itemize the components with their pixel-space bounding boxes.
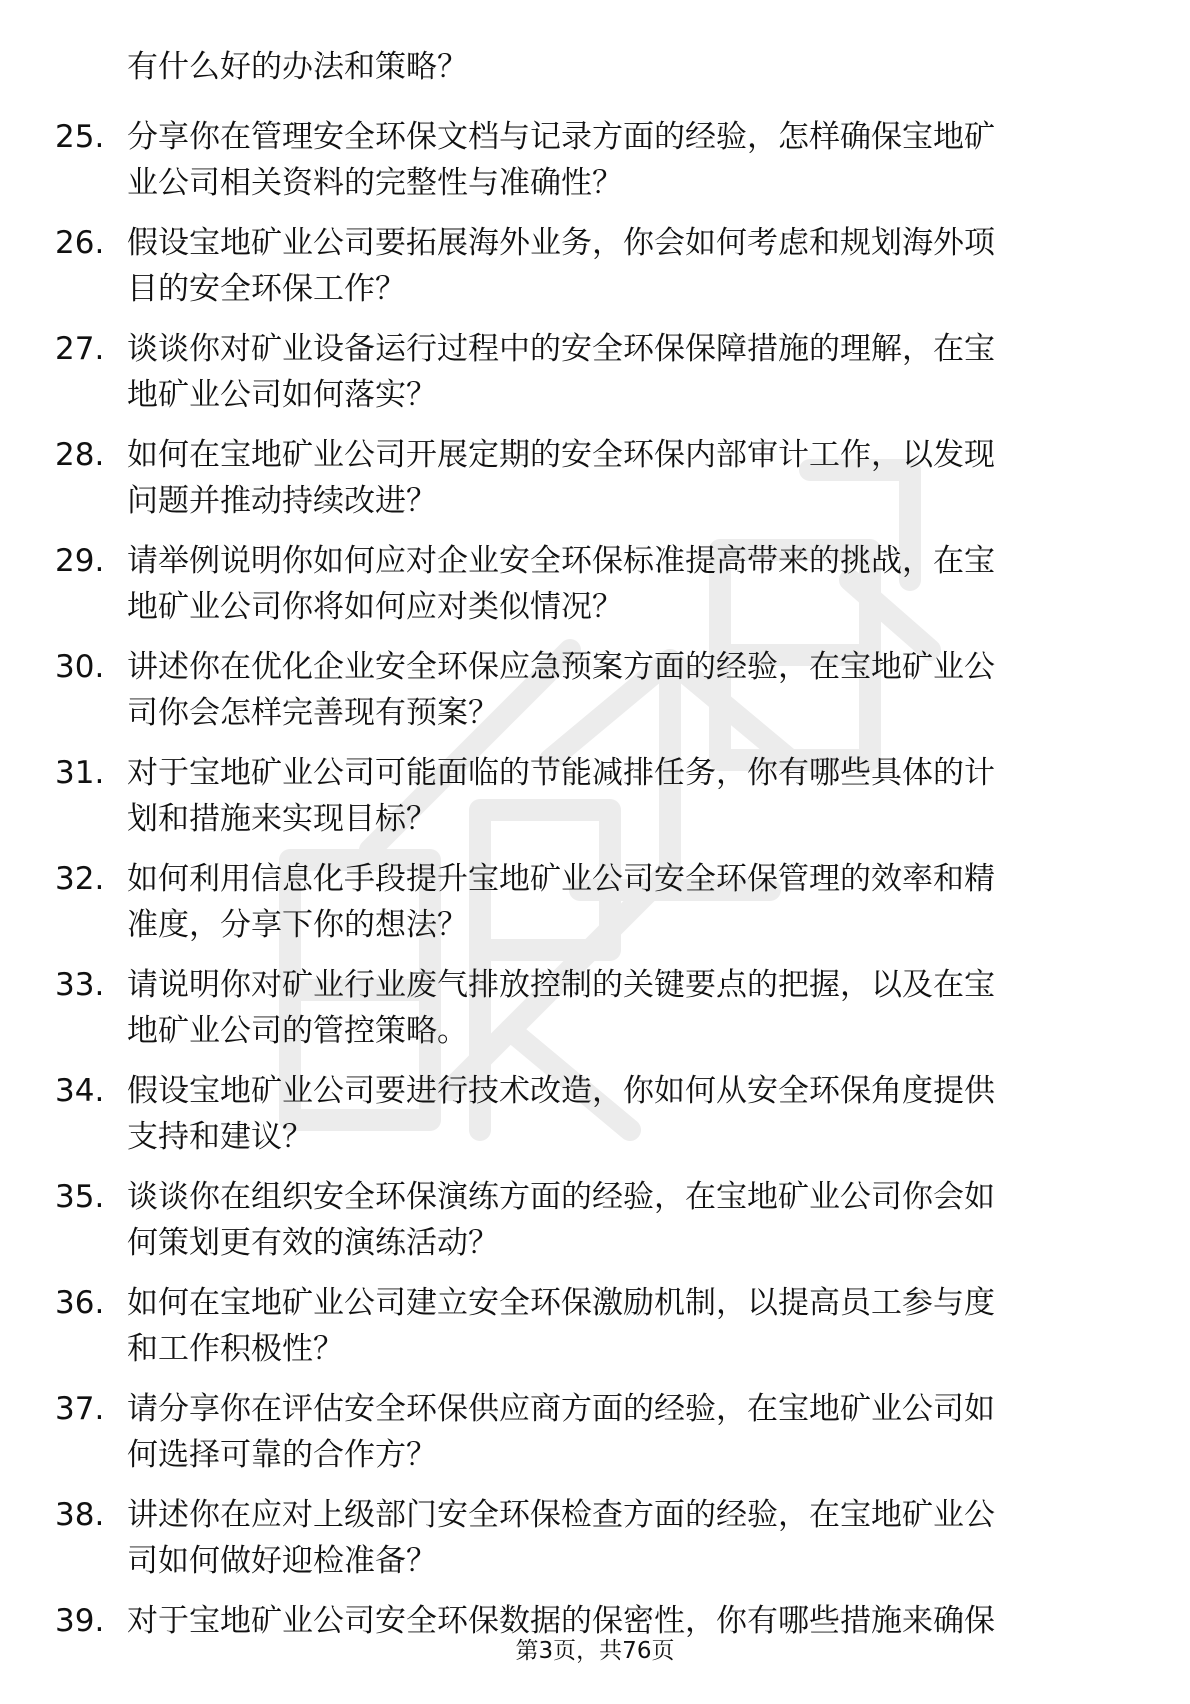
- question-list: [0, 114, 1190, 1704]
- question-item-27: [0, 326, 1190, 432]
- question-item-33: [0, 962, 1190, 1068]
- question-number: 34.: [55, 1073, 105, 1109]
- question-line-1: 讲述你在优化企业安全环保应急预案方面的经验，在宝地矿业公: [127, 649, 995, 685]
- question-line-1: 对于宝地矿业公司安全环保数据的保密性，你有哪些措施来确保: [127, 1603, 995, 1639]
- question-line-1: 分享你在管理安全环保文档与记录方面的经验，怎样确保宝地矿: [127, 119, 995, 155]
- question-line-1: 如何在宝地矿业公司建立安全环保激励机制，以提高员工参与度: [127, 1285, 995, 1321]
- question-text: [127, 962, 1127, 1054]
- question-item-34: [0, 1068, 1190, 1174]
- question-line-2: 地矿业公司的管控策略。: [127, 1013, 468, 1049]
- question-line-2: 司你会怎样完善现有预案？: [127, 695, 499, 731]
- question-text: [127, 750, 1127, 842]
- question-number: 30.: [55, 649, 105, 685]
- question-line-2: 划和措施来实现目标？: [127, 801, 437, 837]
- question-line-2: 司如何做好迎检准备？: [127, 1543, 437, 1579]
- question-text: [127, 220, 1127, 312]
- question-text: [127, 1068, 1127, 1160]
- question-line-2: 准度，分享下你的想法？: [127, 907, 468, 943]
- question-line-1: 请举例说明你如何应对企业安全环保标准提高带来的挑战，在宝: [127, 543, 995, 579]
- question-number: 31.: [55, 755, 105, 791]
- question-text: [127, 644, 1127, 736]
- question-text: [127, 856, 1127, 948]
- question-line-1: 对于宝地矿业公司可能面临的节能减排任务，你有哪些具体的计: [127, 755, 995, 791]
- question-item-36: [0, 1280, 1190, 1386]
- question-line-1: 讲述你在应对上级部门安全环保检查方面的经验，在宝地矿业公: [127, 1497, 995, 1533]
- question-item-32: [0, 856, 1190, 962]
- question-item-29: [0, 538, 1190, 644]
- question-line-2: 何策划更有效的演练活动？: [127, 1225, 499, 1261]
- question-item-38: [0, 1492, 1190, 1598]
- question-text: [127, 114, 1127, 206]
- question-number: 25.: [55, 119, 105, 155]
- question-line-1: 假设宝地矿业公司要进行技术改造，你如何从安全环保角度提供: [127, 1073, 995, 1109]
- question-line-2: 业公司相关资料的完整性与准确性？: [127, 165, 623, 201]
- question-number: 37.: [55, 1391, 105, 1427]
- question-number: 38.: [55, 1497, 105, 1533]
- question-line-1: 假设宝地矿业公司要拓展海外业务，你会如何考虑和规划海外项: [127, 225, 995, 261]
- question-number: 35.: [55, 1179, 105, 1215]
- question-number: 26.: [55, 225, 105, 261]
- question-item-37: [0, 1386, 1190, 1492]
- question-item-30: [0, 644, 1190, 750]
- question-text: [127, 1386, 1127, 1478]
- question-line-2: 何选择可靠的合作方？: [127, 1437, 437, 1473]
- question-number: 39.: [55, 1603, 105, 1639]
- continuation-text: 有什么好的办法和策略？: [127, 49, 468, 85]
- question-item-28: [0, 432, 1190, 538]
- question-line-2: 和工作积极性？: [127, 1331, 344, 1367]
- question-text: [127, 1492, 1127, 1584]
- question-line-2: 目的安全环保工作？: [127, 271, 406, 307]
- question-text: [127, 1280, 1127, 1372]
- question-number: 36.: [55, 1285, 105, 1321]
- question-text: [127, 1174, 1127, 1266]
- question-text: [127, 432, 1127, 524]
- question-item-26: [0, 220, 1190, 326]
- question-text: [127, 326, 1127, 418]
- question-number: 28.: [55, 437, 105, 473]
- question-number: 29.: [55, 543, 105, 579]
- question-number: 32.: [55, 861, 105, 897]
- question-line-1: 如何利用信息化手段提升宝地矿业公司安全环保管理的效率和精: [127, 861, 995, 897]
- question-line-1: 谈谈你在组织安全环保演练方面的经验，在宝地矿业公司你会如: [127, 1179, 995, 1215]
- question-line-2: 地矿业公司你将如何应对类似情况？: [127, 589, 623, 625]
- question-line-1: 请说明你对矿业行业废气排放控制的关键要点的把握，以及在宝: [127, 967, 995, 1003]
- question-line-1: 如何在宝地矿业公司开展定期的安全环保内部审计工作，以发现: [127, 437, 995, 473]
- question-line-2: 支持和建议？: [127, 1119, 313, 1155]
- page-footer: 第3页，共76页: [515, 1638, 675, 1664]
- question-line-2: 地矿业公司如何落实？: [127, 377, 437, 413]
- question-line-1: 谈谈你对矿业设备运行过程中的安全环保保障措施的理解，在宝: [127, 331, 995, 367]
- question-line-2: 问题并推动持续改进？: [127, 483, 437, 519]
- question-item-25: [0, 114, 1190, 220]
- question-number: 33.: [55, 967, 105, 1003]
- question-number: 27.: [55, 331, 105, 367]
- question-item-31: [0, 750, 1190, 856]
- question-text: [127, 538, 1127, 630]
- question-line-1: 请分享你在评估安全环保供应商方面的经验，在宝地矿业公司如: [127, 1391, 995, 1427]
- question-item-35: [0, 1174, 1190, 1280]
